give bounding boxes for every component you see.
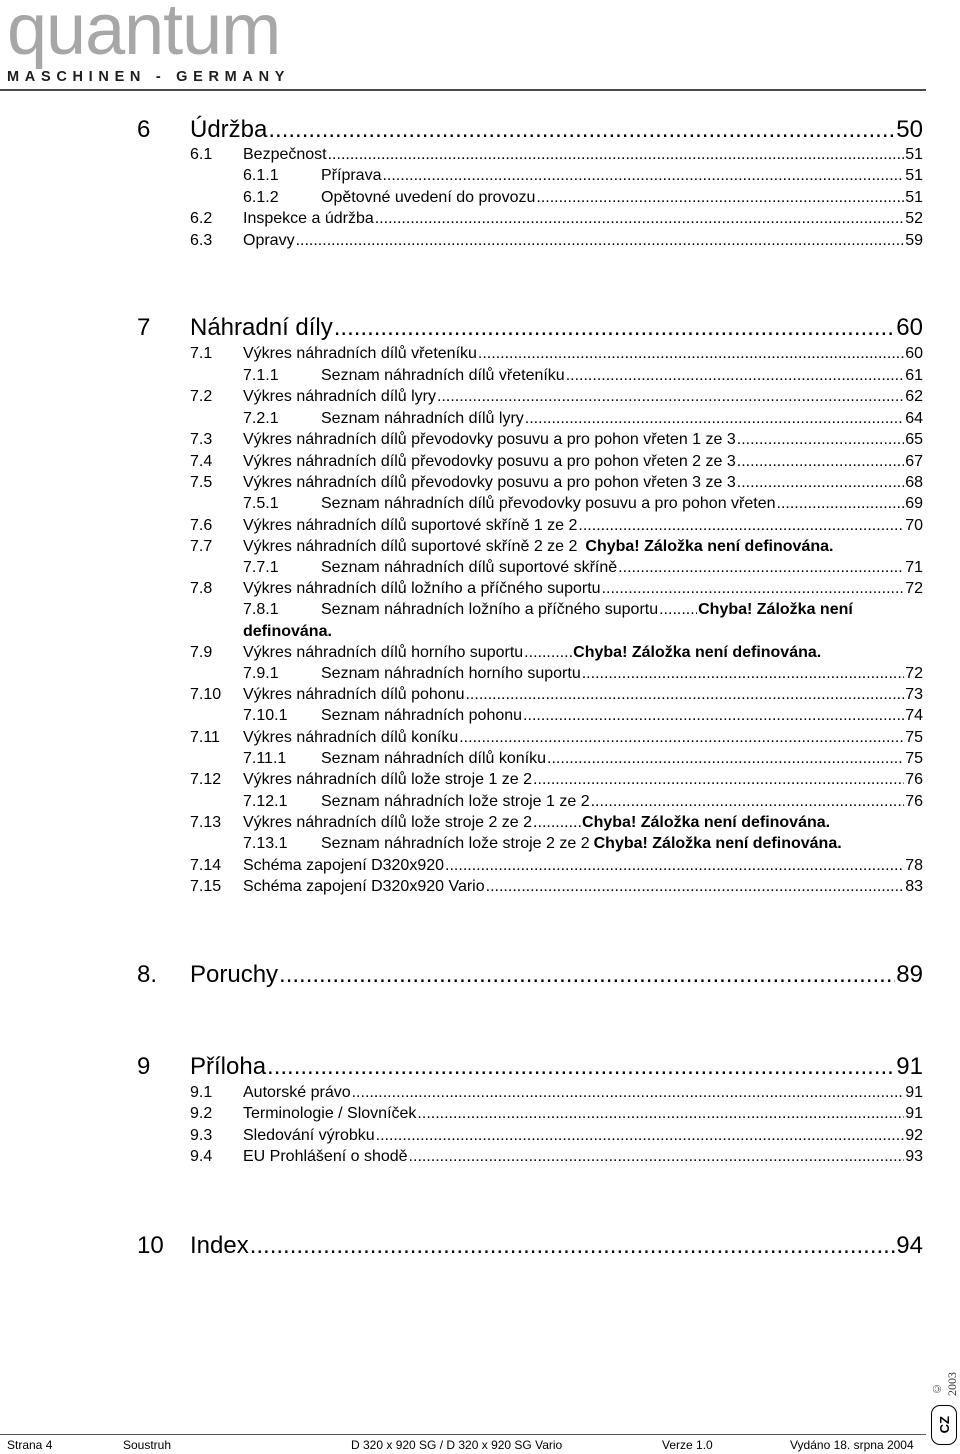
toc-number: 6.3 xyxy=(190,232,213,249)
toc-number: 7.11 xyxy=(190,729,220,746)
toc-number: 7.8 xyxy=(190,580,213,597)
toc-title: Poruchy xyxy=(190,961,279,988)
toc-number: 6.1.1 xyxy=(243,167,279,184)
toc-number: 7.14 xyxy=(190,857,222,874)
footer-model: D 320 x 920 SG / D 320 x 920 SG Vario xyxy=(351,1438,563,1452)
toc-entry-7-7-1[interactable] xyxy=(0,558,923,578)
toc-entry-7-9-1[interactable] xyxy=(0,664,923,684)
toc-number: 7.4 xyxy=(190,453,213,470)
toc-page: 72 xyxy=(905,665,923,682)
toc-page: 75 xyxy=(905,729,923,746)
toc-leader xyxy=(445,856,904,876)
toc-page-error: Chyba! Záložka není definována. xyxy=(593,835,842,852)
language-badge xyxy=(931,1405,957,1445)
toc-page: 91 xyxy=(896,1053,923,1080)
toc-leader xyxy=(566,366,905,386)
toc-title: Seznam náhradních dílů převodovky posuvu a pro pohon vřeten xyxy=(321,495,776,512)
toc-leader xyxy=(409,1147,905,1167)
toc-entry-6-1-2[interactable] xyxy=(0,188,923,208)
toc-number: 7.3 xyxy=(190,431,213,448)
toc-page: 89 xyxy=(896,961,923,988)
toc-entry-9-1[interactable] xyxy=(0,1083,923,1103)
toc-entry-7-8-1[interactable] xyxy=(0,600,923,620)
toc-leader xyxy=(478,344,904,364)
toc-number: 6 xyxy=(137,116,151,143)
toc-entry-7-10[interactable] xyxy=(0,685,923,705)
toc-page: 92 xyxy=(905,1127,923,1144)
toc-entry-7-6[interactable] xyxy=(0,516,923,536)
toc-page: 83 xyxy=(905,878,923,895)
toc-entry-7-13-1[interactable] xyxy=(0,834,923,854)
toc-leader xyxy=(523,706,904,726)
toc-page: 62 xyxy=(905,388,923,405)
toc-page: 78 xyxy=(905,857,923,874)
toc-leader xyxy=(459,728,904,748)
toc-page: 73 xyxy=(905,686,923,703)
toc-page: 70 xyxy=(905,517,923,534)
toc-number: 9.2 xyxy=(190,1105,213,1122)
toc-leader xyxy=(737,473,904,493)
toc-title: Příloha xyxy=(190,1053,267,1080)
footer-page-label: Strana 4 xyxy=(7,1438,53,1452)
toc-entry-7-5-1[interactable] xyxy=(0,494,923,514)
toc-title: Výkres náhradních dílů ložního a příčného suportu xyxy=(243,580,601,597)
toc-entry-9-4[interactable] xyxy=(0,1147,923,1167)
toc-title: Výkres náhradních dílů lože stroje 1 ze 2 xyxy=(243,771,533,788)
toc-entry-7-10-1[interactable] xyxy=(0,706,923,726)
toc-title: Náhradní díly xyxy=(190,314,333,341)
toc-leader xyxy=(737,430,904,450)
toc-title: Schéma zapojení D320x920 xyxy=(243,857,445,874)
toc-title: EU Prohlášení o shodě xyxy=(243,1148,408,1165)
toc-page: 91 xyxy=(905,1084,923,1101)
toc-title: Výkres náhradních dílů převodovky posuvu a pro pohon vřeten 3 ze 3 xyxy=(243,474,736,491)
toc-page: 76 xyxy=(905,793,923,810)
toc-page: 60 xyxy=(896,314,923,341)
toc-number: 7.8.1 xyxy=(243,601,279,618)
toc-entry-7-12[interactable] xyxy=(0,770,923,790)
toc-title: Výkres náhradních dílů suportové skříně 2 ze 2 xyxy=(243,538,578,555)
toc-number: 9.1 xyxy=(190,1084,213,1101)
toc-leader xyxy=(591,792,905,812)
toc-page: 71 xyxy=(905,559,923,576)
toc-leader xyxy=(328,145,905,165)
toc-title: Výkres náhradních dílů horního suportu xyxy=(243,644,524,661)
toc-page: 60 xyxy=(905,345,923,362)
toc-number: 7.6 xyxy=(190,517,213,534)
logo-wordmark: quantum xyxy=(7,0,281,70)
language-badge-label: CZ xyxy=(936,1416,952,1434)
toc-leader xyxy=(582,664,904,684)
toc-number: 9.4 xyxy=(190,1148,213,1165)
toc-number: 7.7 xyxy=(190,538,213,555)
toc-leader xyxy=(536,188,904,208)
toc-entry-7-1-1[interactable] xyxy=(0,366,923,386)
toc-number: 8. xyxy=(137,961,158,988)
toc-leader xyxy=(268,116,895,144)
toc-leader xyxy=(578,516,904,536)
toc-number: 7.1.1 xyxy=(243,367,279,384)
toc-number: 7.9 xyxy=(190,644,213,661)
toc-page: 64 xyxy=(905,410,923,427)
toc-entry-7-8[interactable] xyxy=(0,579,923,599)
toc-page: 67 xyxy=(905,453,923,470)
toc-entry-7-15[interactable] xyxy=(0,877,923,897)
toc-number: 7.5 xyxy=(190,474,213,491)
toc-page: 74 xyxy=(905,707,923,724)
toc-title: Seznam náhradních dílů lyry xyxy=(321,410,524,427)
toc-leader xyxy=(737,452,904,472)
toc-title: Seznam náhradních lože stroje 2 ze 2 xyxy=(321,835,590,852)
toc-entry-7-3[interactable] xyxy=(0,430,923,450)
toc-page: 51 xyxy=(905,146,923,163)
toc-leader xyxy=(524,643,572,663)
toc-number: 6.1 xyxy=(190,146,213,163)
toc-title: Sledování výrobku xyxy=(243,1127,375,1144)
toc-entry-7-4[interactable] xyxy=(0,452,923,472)
toc-leader xyxy=(525,409,904,429)
toc-number: 7.7.1 xyxy=(243,559,279,576)
toc-page-error-continuation: definována. xyxy=(243,623,332,640)
toc-title: Index xyxy=(190,1232,249,1259)
toc-page-error: Chyba! Záložka není xyxy=(698,601,853,618)
toc-title: Výkres náhradních dílů převodovky posuvu a pro pohon vřeten 1 ze 3 xyxy=(243,431,736,448)
toc-leader xyxy=(777,494,905,514)
toc-title: Opětovné uvedení do provozu xyxy=(321,189,536,206)
toc-title: Výkres náhradních dílů lyry xyxy=(243,388,436,405)
toc-title: Autorské právo xyxy=(243,1084,351,1101)
toc-title: Výkres náhradních dílů suportové skříně 1 ze 2 xyxy=(243,517,578,534)
toc-leader xyxy=(465,685,904,705)
toc-page: 59 xyxy=(905,232,923,249)
toc-entry-9[interactable] xyxy=(0,1053,923,1081)
toc-title: Výkres náhradních dílů vřeteníku xyxy=(243,345,477,362)
toc-title: Seznam náhradních dílů suportové skříně xyxy=(321,559,618,576)
footer-divider xyxy=(0,1434,926,1435)
toc-entry-7-9[interactable] xyxy=(0,643,923,663)
toc-number: 7.10.1 xyxy=(243,707,288,724)
toc-page: 51 xyxy=(905,167,923,184)
header-divider xyxy=(0,89,926,91)
footer-product-type: Soustruh xyxy=(123,1438,172,1452)
toc-leader xyxy=(417,1104,904,1124)
toc-page: 65 xyxy=(905,431,923,448)
toc-title: Seznam náhradních dílů vřeteníku xyxy=(321,367,565,384)
toc-entry-6-3[interactable] xyxy=(0,231,923,251)
toc-title: Výkres náhradních dílů koníku xyxy=(243,729,459,746)
toc-title: Údržba xyxy=(190,116,268,143)
toc-number: 9.3 xyxy=(190,1127,213,1144)
toc-number: 7.15 xyxy=(190,878,222,895)
toc-entry-7-11[interactable] xyxy=(0,728,923,748)
toc-entry-6-1[interactable] xyxy=(0,145,923,165)
toc-title: Seznam náhradních dílů koníku xyxy=(321,750,547,767)
toc-leader xyxy=(267,1053,895,1081)
toc-leader xyxy=(533,813,581,833)
toc-page: 50 xyxy=(896,116,923,143)
toc-page-error: Chyba! Záložka není definována. xyxy=(582,814,831,831)
toc-page: 91 xyxy=(905,1105,923,1122)
toc-number: 7.12 xyxy=(190,771,222,788)
toc-leader xyxy=(296,231,905,251)
toc-number: 9 xyxy=(137,1053,151,1080)
toc-number: 7.13.1 xyxy=(243,835,288,852)
toc-leader xyxy=(602,579,905,599)
toc-page-error: Chyba! Záložka není definována. xyxy=(573,644,822,661)
toc-page: 51 xyxy=(905,189,923,206)
toc-leader xyxy=(375,209,904,229)
toc-entry-6-2[interactable] xyxy=(0,209,923,229)
footer-version: Verze 1.0 xyxy=(662,1438,713,1452)
toc-page: 52 xyxy=(905,210,923,227)
toc-page-error: Chyba! Záložka není definována. xyxy=(585,538,834,555)
toc-number: 7 xyxy=(137,314,151,341)
toc-entry-7-14[interactable] xyxy=(0,856,923,876)
toc-title: Opravy xyxy=(243,232,295,249)
toc-number: 6.2 xyxy=(190,210,213,227)
toc-page: 72 xyxy=(905,580,923,597)
toc-entry-10[interactable] xyxy=(0,1232,923,1260)
toc-leader xyxy=(279,961,895,989)
toc-leader xyxy=(486,877,905,897)
toc-page: 93 xyxy=(905,1148,923,1165)
toc-leader xyxy=(659,600,697,620)
toc-entry-7-13[interactable] xyxy=(0,813,923,833)
toc-leader xyxy=(547,749,904,769)
toc-title: Seznam náhradních ložního a příčného suportu xyxy=(321,601,659,618)
toc-entry-7-1[interactable] xyxy=(0,344,923,364)
toc-number: 6.1.2 xyxy=(243,189,279,206)
toc-entry-6-1-1[interactable] xyxy=(0,166,923,186)
toc-page: 61 xyxy=(905,367,923,384)
footer-issue-date: Vydáno 18. srpna 2004 xyxy=(790,1438,914,1452)
toc-entry-9-3[interactable] xyxy=(0,1126,923,1146)
toc-page: 94 xyxy=(896,1232,923,1259)
logo-subtitle: MASCHINEN - GERMANY xyxy=(7,69,291,85)
toc-title: Seznam náhradních pohonu xyxy=(321,707,523,724)
toc-entry-7-5[interactable] xyxy=(0,473,923,493)
toc-title: Schéma zapojení D320x920 Vario xyxy=(243,878,485,895)
toc-page: 69 xyxy=(905,495,923,512)
toc-title: Výkres náhradních dílů převodovky posuvu a pro pohon vřeten 2 ze 3 xyxy=(243,453,736,470)
toc-leader xyxy=(437,387,904,407)
toc-title: Terminologie / Slovníček xyxy=(243,1105,417,1122)
toc-leader xyxy=(334,314,896,342)
toc-number: 7.1 xyxy=(190,345,213,362)
toc-title: Výkres náhradních dílů pohonu xyxy=(243,686,465,703)
toc-leader xyxy=(533,770,904,790)
toc-number: 7.12.1 xyxy=(243,793,288,810)
toc-entry-7-7[interactable] xyxy=(0,537,923,557)
toc-leader xyxy=(382,166,904,186)
toc-entry-7-2[interactable] xyxy=(0,387,923,407)
toc-number: 7.5.1 xyxy=(243,495,279,512)
toc-number: 7.2.1 xyxy=(243,410,279,427)
toc-leader xyxy=(376,1126,905,1146)
toc-page: 76 xyxy=(905,771,923,788)
toc-title: Výkres náhradních dílů lože stroje 2 ze 2 xyxy=(243,814,533,831)
toc-leader xyxy=(352,1083,905,1103)
toc-number: 10 xyxy=(137,1232,164,1259)
toc-title: Příprava xyxy=(321,167,382,184)
toc-entry-9-2[interactable] xyxy=(0,1104,923,1124)
toc-title: Seznam náhradních lože stroje 1 ze 2 xyxy=(321,793,590,810)
toc-entry-7-12-1[interactable] xyxy=(0,792,923,812)
toc-entry-7[interactable] xyxy=(0,314,923,342)
toc-number: 7.11.1 xyxy=(243,750,287,767)
toc-page: 75 xyxy=(905,750,923,767)
toc-leader xyxy=(618,558,904,578)
toc-title: Seznam náhradních horního suportu xyxy=(321,665,581,682)
toc-entry-8[interactable] xyxy=(0,961,923,989)
toc-leader xyxy=(250,1232,896,1260)
toc-page: 68 xyxy=(905,474,923,491)
toc-entry-6[interactable] xyxy=(0,116,923,144)
copyright-mark: © 2003 xyxy=(930,1372,959,1396)
toc-entry-7-2-1[interactable] xyxy=(0,409,923,429)
toc-number: 7.10 xyxy=(190,686,222,703)
toc-title: Inspekce a údržba xyxy=(243,210,374,227)
toc-entry-7-11-1[interactable] xyxy=(0,749,923,769)
toc-title: Bezpečnost xyxy=(243,146,327,163)
toc-number: 7.2 xyxy=(190,388,213,405)
toc-number: 7.13 xyxy=(190,814,222,831)
toc-number: 7.9.1 xyxy=(243,665,279,682)
